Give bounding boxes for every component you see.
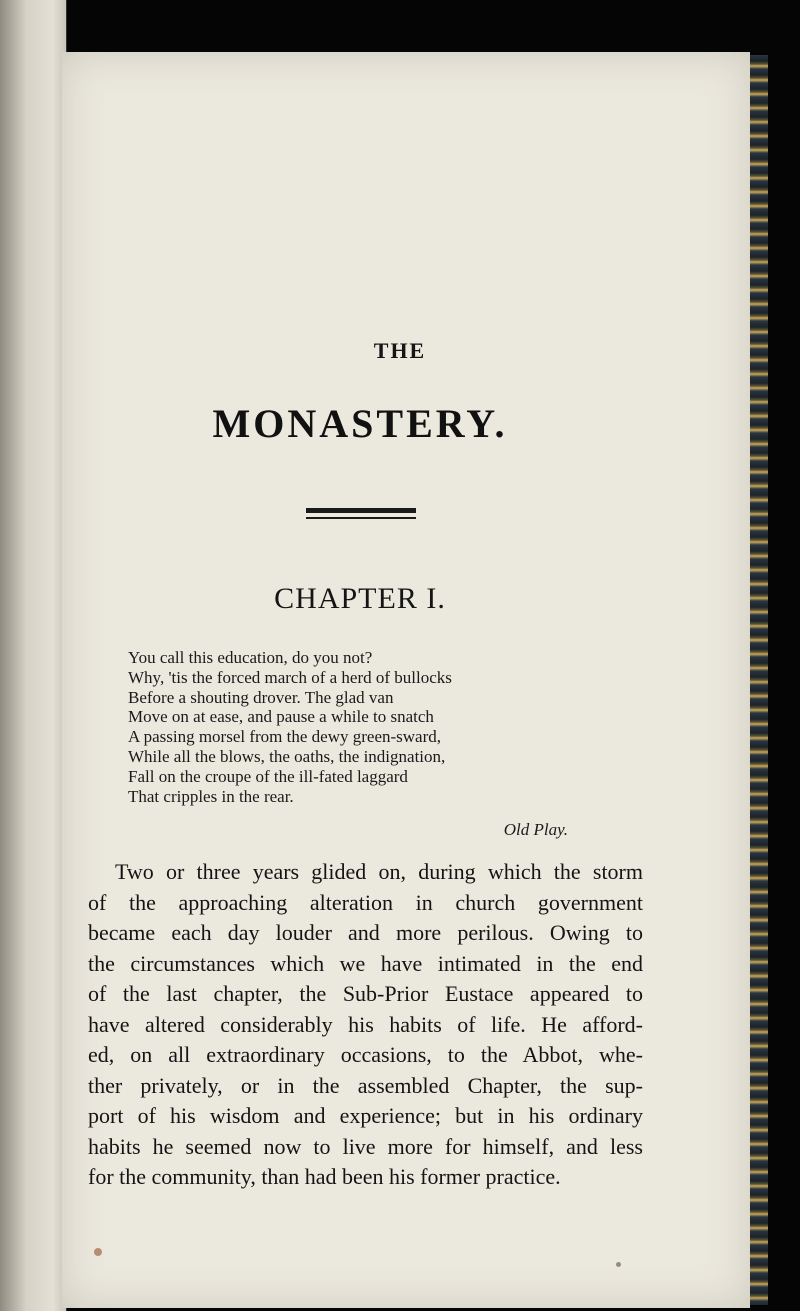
epigraph-line: A passing morsel from the dewy green-sward, (128, 727, 442, 747)
book-title: MONASTERY. (212, 401, 508, 446)
epigraph-line: Before a shouting drover. The glad van (128, 687, 394, 707)
body-line: port of his wisdom and experience; but in his ordinary (88, 1103, 643, 1128)
body-line: ther privately, or in the assembled Chapter, the sup- (88, 1072, 643, 1098)
epigraph-line: Why, 'tis the forced march of a herd of bullocks (128, 667, 452, 687)
body-line: for the community, than had been his former practice. (88, 1164, 561, 1189)
title-rule-thick (306, 508, 416, 513)
foxing-spot (616, 1262, 621, 1267)
epigraph-line: Fall on the croupe of the ill-fated laggard (128, 766, 408, 786)
body-line: habits he seemed now to live more for himself, and less (88, 1133, 643, 1159)
epigraph-line: Move on at ease, and pause a while to snatch (128, 707, 434, 727)
epigraph-line: While all the blows, the oaths, the indignation, (128, 746, 446, 766)
title-prefix: THE (373, 338, 427, 363)
body-line: of the last chapter, the Sub-Prior Eustace appeared to (88, 981, 643, 1006)
body-line: the circumstances which we have intimated in the end (88, 950, 643, 976)
body-line: ed, on all extraordinary occasions, to the Abbot, whe- (88, 1042, 643, 1067)
body-line: became each day louder and more perilous. Owing to (88, 920, 643, 945)
body-line: Two or three years glided on, during which the storm (115, 859, 643, 884)
foxing-spot (94, 1248, 102, 1256)
epigraph-line: That cripples in the rear. (128, 786, 294, 806)
title-rule-thin (306, 517, 416, 519)
epigraph-line: You call this education, do you not? (128, 648, 373, 667)
body-line: have altered considerably his habits of life. He afford- (88, 1011, 643, 1037)
chapter-heading: CHAPTER I. (274, 582, 446, 615)
body-paragraph (88, 857, 643, 1193)
body-line: of the approaching alteration in church government (88, 889, 643, 915)
facing-page-edge (0, 0, 67, 1311)
epigraph (128, 648, 548, 806)
epigraph-source: Old Play. (503, 820, 568, 839)
